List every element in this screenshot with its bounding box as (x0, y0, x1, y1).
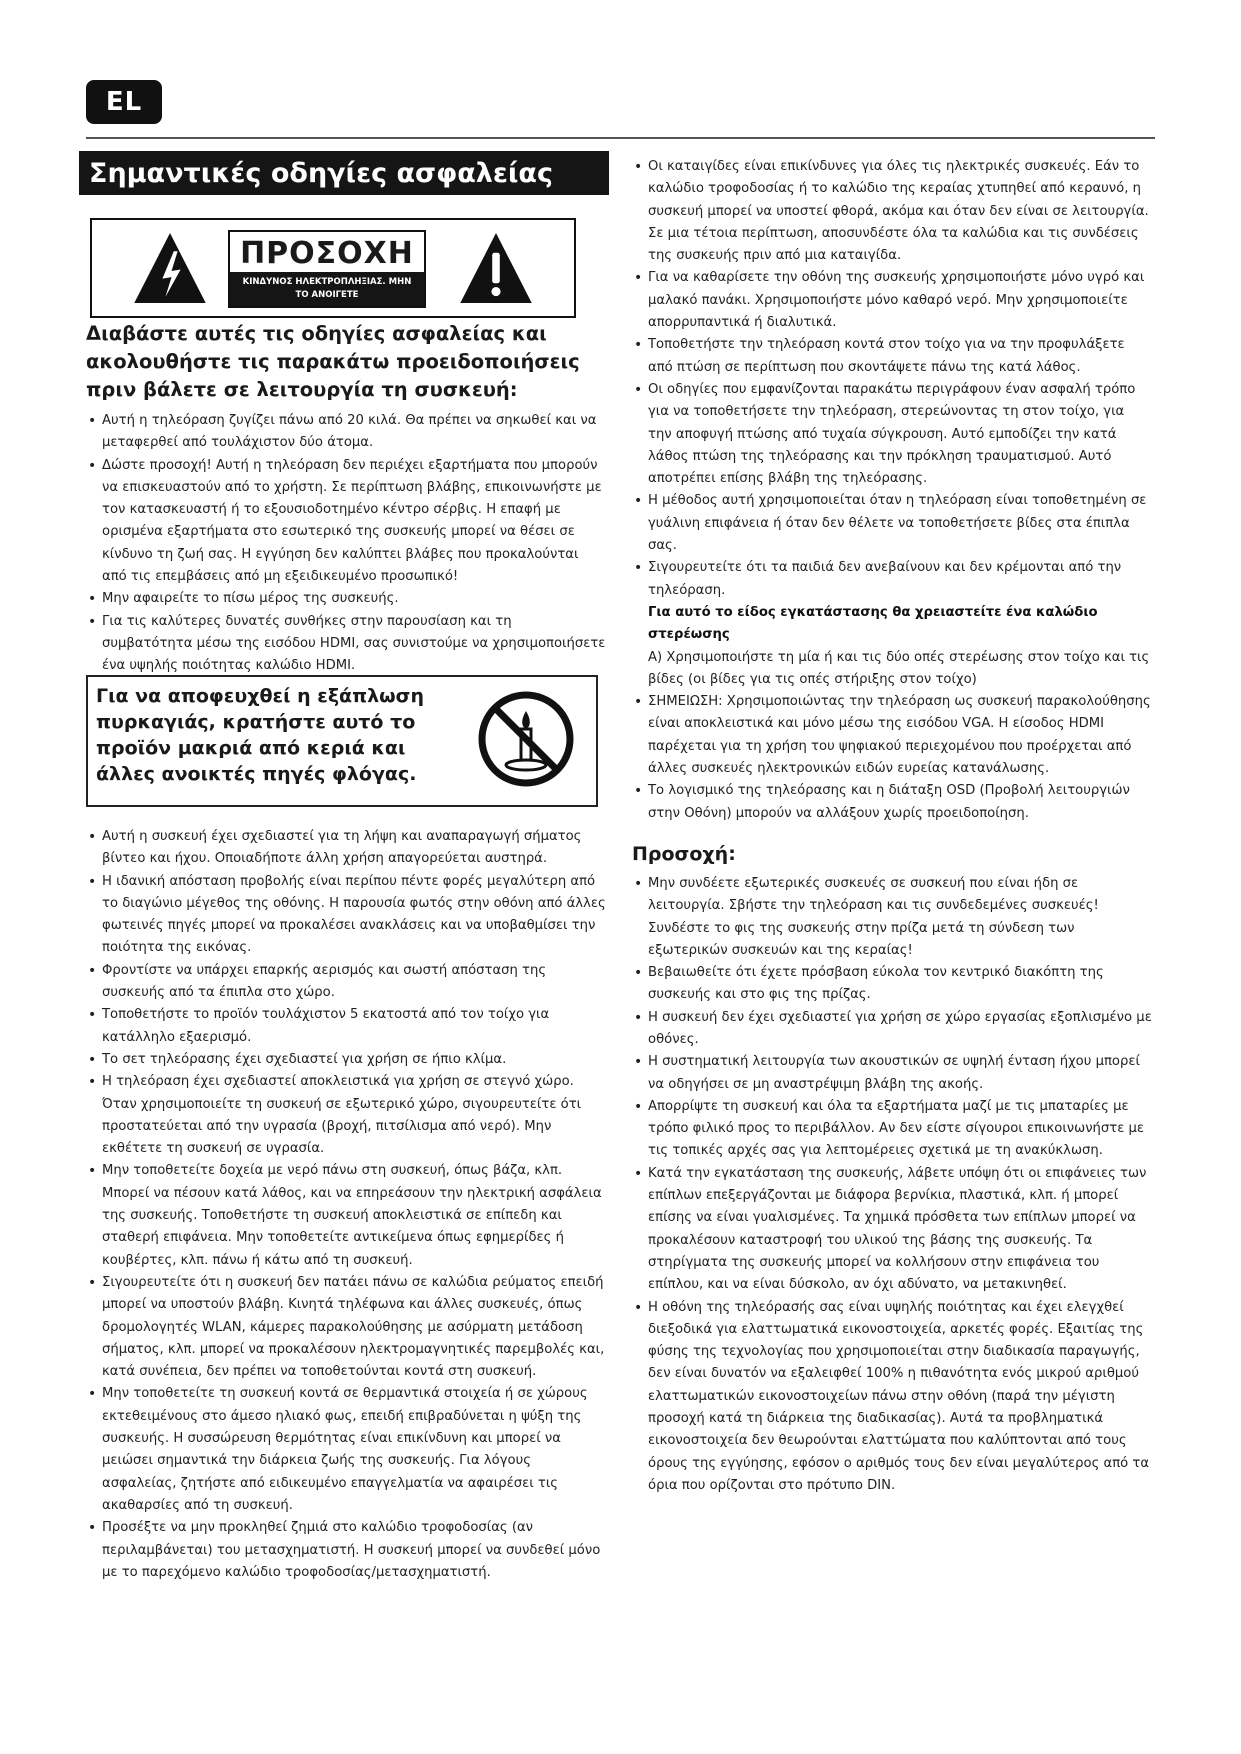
right-column (632, 156, 1152, 1497)
list-item: • Οι οδηγίες που εμφανίζονται παρακάτω περιγράφουν έναν ασφαλή τρόπο για να τοποθετήσετε την τηλεόραση, στερεώνοντας τη στον τοίχο, για την αποφυγή πτώσης από τυχαία σύγκρουση. Αυτό εμποδίζει την κατά λάθος πτώση της τηλεόρασης και την πρόκληση τραυματισμού. Αυτό αποτρέπει επίσης βλάβη της τηλεόρασης. (632, 379, 1152, 490)
list-item: • Απορρίψτε τη συσκευή και όλα τα εξαρτήματα μαζί με τις μπαταρίες με τρόπο φιλικό προς το περιβάλλον. Αν δεν είστε σίγουροι επικοινωνήστε με τις τοπικές αρχές σας για λεπτομέρειες σχετικά με τη ανακύκλωση. (632, 1096, 1152, 1163)
language-tab: EL (86, 80, 162, 124)
top-rule (86, 137, 1155, 139)
list-item: • Μην αφαιρείτε το πίσω μέρος της συσκευής. (86, 588, 606, 610)
list-item: • Η συσκευή δεν έχει σχεδιαστεί για χρήση σε χώρο εργασίας εξοπλισμένο με οθόνες. (632, 1007, 1152, 1052)
list-item: • Προσέξτε να μην προκληθεί ζημιά στο καλώδιο τροφοδοσίας (αν περιλαμβάνεται) του μετασχηματιστή. Η συσκευή μπορεί να συνδεθεί μόνο με το παρεχόμενο καλώδιο τροφοδοσίας/μετασχηματιστή. (86, 1517, 606, 1584)
list-item: • Σιγουρευτείτε ότι η συσκευή δεν πατάει πάνω σε καλώδια ρεύματος επειδή μπορεί να υποστούν βλάβη. Κινητά τηλέφωνα και άλλες συσκευές, όπως δρομολογητές WLAN, κάμερες παρακολούθησης με ασύρματη μετάδοση σήματος, κλπ. μπορεί να προκαλέσουν ηλεκτρομαγνητικές παρεμβολές και, κατά συνέπεια, δεν πρέπει να τοποθετούνται κοντά στη συσκευή. (86, 1272, 606, 1383)
fire-warning-box (86, 675, 598, 807)
list-item: • Μην τοποθετείτε δοχεία με νερό πάνω στη συσκευή, όπως βάζα, κλπ. Μπορεί να πέσουν κατά λάθος, και να επηρεάσουν την ηλεκτρική ασφάλεια της συσκευής. Τοποθετήστε τη συσκευή αποκλειστικά σε επίπεδη και σταθερή επιφάνεια. Μην τοποθετείτε αντικείμενα όπως εφημερίδες ή κουβέρτες, κλπ. πάνω ή κάτω από τη συσκευή. (86, 1160, 606, 1271)
list-item: • Αυτή η τηλεόραση ζυγίζει πάνω από 20 κιλά. Θα πρέπει να σηκωθεί και να μεταφερθεί από τουλάχιστον δύο άτομα. (86, 410, 606, 455)
list-item: • Για τις καλύτερες δυνατές συνθήκες στην παρουσίαση και τη συμβατότητα μέσω της εισόδου HDMI, σας συνιστούμε να χρησιμοποιήσετε ένα υψηλής ποιότητας καλώδιο HDMI. (86, 611, 606, 678)
list-item: • Το σετ τηλεόρασης έχει σχεδιαστεί για χρήση σε ήπιο κλίμα. (86, 1049, 606, 1071)
list-item: • Βεβαιωθείτε ότι έχετε πρόσβαση εύκολα τον κεντρικό διακόπτη της συσκευής και στο φις της πρίζας. (632, 962, 1152, 1007)
mounting-subheading: Για αυτό το είδος εγκατάστασης θα χρειαστείτε ένα καλώδιο στερέωσης (648, 604, 1098, 643)
list-item: • ΣΗΜΕΙΩΣΗ: Χρησιμοποιώντας την τηλεόραση ως συσκευή παρακολούθησης είναι αποκλειστικά και μόνο μέσω της εισόδου VGA. Η είσοδος HDMI παρέχεται για τη χρήση του ψηφιακού περιεχομένου που προέρχεται από άλλες συσκευές ηλεκτρονικών ειδών ευρείας κατανάλωσης. (632, 691, 1152, 780)
list-item: • Το λογισμικό της τηλεόρασης και η διάταξη OSD (Προβολή λειτουργιών στην Οθόνη) μπορούν να αλλάξουν χωρίς προειδοποίηση. (632, 780, 1152, 825)
list-item: • Σιγουρευτείτε ότι τα παιδιά δεν ανεβαίνουν και δεν κρέμονται από την τηλεόραση. (632, 557, 1152, 602)
no-open-flame-icon (476, 689, 576, 789)
fire-warning-text: Για να αποφευχθεί η εξάπλωση πυρκαγιάς, κρατήστε αυτό το προϊόν μακριά από κεριά και άλλες ανοικτές πηγές φλόγας. (96, 685, 424, 785)
intro-heading: Διαβάστε αυτές τις οδηγίες ασφαλείας και ακολουθήστε τις παρακάτω προειδοποιήσεις πριν βάλετε σε λειτουργία τη συσκευή: (86, 322, 580, 401)
list-item: • Δώστε προσοχή! Αυτή η τηλεόραση δεν περιέχει εξαρτήματα που μπορούν να επισκευαστούν από το χρήστη. Σε περίπτωση βλάβης, επικοινωνήστε με τον κατασκευαστή ή το εξουσιοδοτημένο κέντρο σέρβις. Η επαφή με ορισμένα εξαρτήματα στο εσωτερικό της συσκευής μπορεί να θέσει σε κίνδυνο τη ζωή σας. Η εγγύηση δεν καλύπτει βλάβες που προκαλούνται από τις επεμβάσεις από μη εξειδικευμένο προσωπικό! (86, 455, 606, 589)
list-item: • Τοποθετήστε το προϊόν τουλάχιστον 5 εκατοστά από τον τοίχο για κατάλληλο εξαερισμό. (86, 1004, 606, 1049)
caution-heading: Προσοχή: (632, 842, 736, 865)
list-item: • Αυτή η συσκευή έχει σχεδιαστεί για τη λήψη και αναπαραγωγή σήματος βίντεο και ήχου. Οποιαδήποτε άλλη χρήση απαγορεύεται αυστηρά. (86, 826, 606, 871)
caution-warning-box (90, 218, 576, 318)
list-item: • Η ιδανική απόσταση προβολής είναι περίπου πέντε φορές μεγαλύτερη από το διαγώνιο μέγεθος της οθόνης. Η παρουσία φωτός στην οθόνη από άλλες φωτεινές πηγές μπορεί να προκαλέσει ανακλάσεις και να υποβαθμίσει την ποιότητα της εικόνας. (86, 871, 606, 960)
mounting-instruction: Α) Χρησιμοποιήστε τη μία ή και τις δύο οπές στερέωσης στον τοίχο και τις βίδες (οι βίδες για τις οπές στήριξης στον τοίχο) (648, 649, 1150, 687)
electric-shock-warning-icon (132, 230, 208, 306)
list-item: • Μην συνδέετε εξωτερικές συσκευές σε συσκευή που είναι ήδη σε λειτουργία. Σβήστε την τηλεόραση και τις συνδεδεμένες συσκευές! Συνδέστε το φις της συσκευής στην πρίζα μετά τη σύνδεση των εξωτερικών συσκευών και της κεραίας! (632, 873, 1152, 962)
caution-subtitle: ΚΙΝΔΥΝΟΣ ΗΛΕΚΤΡΟΠΛΗΞΙΑΣ. ΜΗΝ ΤΟ ΑΝΟΙΓΕΤΕ (230, 272, 424, 306)
caution-label (228, 230, 426, 308)
left-column-bottom (86, 826, 606, 1584)
left-column-top (86, 410, 606, 678)
list-item: • Η οθόνη της τηλεόρασής σας είναι υψηλής ποιότητας και έχει ελεγχθεί διεξοδικά για ελαττωματικά εικονοστοιχεία, αρκετές φορές. Εξαιτίας της φύσης της τεχνολογίας που χρησιμοποιείται στην διαδικασία παραγωγής, δεν είναι δυνατόν να εξαλειφθεί 100% η πιθανότητα ενός μικρού αριθμού ελαττωματικών εικονοστοιχείων πάνω στην οθόνη (παρά την μέγιστη προσοχή κατά τη διάρκεια της διαδικασίας). Αυτά τα προβληματικά εικονοστοιχεία δεν θεωρούνται ελαττώματα που καλύπτονται από τους όρους της εγγύησης, εφόσον ο αριθμός τους δεν είναι μεγαλύτερος από τα όρια που ορίζονται στο πρότυπο DIN. (632, 1297, 1152, 1498)
list-item: • Για να καθαρίσετε την οθόνη της συσκευής χρησιμοποιήστε μόνο υγρό και μαλακό πανάκι. Χρησιμοποιήστε μόνο καθαρό νερό. Μην χρησιμοποιείτε απορρυπαντικά ή διαλυτικά. (632, 267, 1152, 334)
caution-title: ΠΡΟΣΟΧΗ (240, 235, 414, 271)
list-item: • Φροντίστε να υπάρχει επαρκής αερισμός και σωστή απόσταση της συσκευής από τα έπιπλα στο χώρο. (86, 960, 606, 1005)
list-item: • Οι καταιγίδες είναι επικίνδυνες για όλες τις ηλεκτρικές συσκευές. Εάν το καλώδιο τροφοδοσίας ή το καλώδιο της κεραίας χτυπηθεί από κεραυνό, η συσκευή μπορεί να υποστεί φθορά, ακόμα και όταν δεν είναι σε λειτουργία. Σε μια τέτοια περίπτωση, αποσυνδέστε όλα τα καλώδια και τις συνδέσεις της συσκευής πριν από μια καταιγίδα. (632, 156, 1152, 267)
exclamation-warning-icon (458, 230, 534, 306)
list-item: • Η μέθοδος αυτή χρησιμοποιείται όταν η τηλεόραση είναι τοποθετημένη σε γυάλινη επιφάνεια ή όταν δεν θέλετε να τοποθετήσετε βίδες στα έπιπλα σας. (632, 490, 1152, 557)
list-item: • Η τηλεόραση έχει σχεδιαστεί αποκλειστικά για χρήση σε στεγνό χώρο. Όταν χρησιμοποιείτε τη συσκευή σε εξωτερικό χώρο, σιγουρευτείτε ότι προστατεύεται από την υγρασία (βροχή, πιτσίλισμα από νερό). Μην εκθέτετε τη συσκευή σε υγρασία. (86, 1071, 606, 1160)
page-title: Σημαντικές οδηγίες ασφαλείας (79, 151, 609, 195)
list-item: • Τοποθετήστε την τηλεόραση κοντά στον τοίχο για να την προφυλάξετε από πτώση σε περίπτωση που σκοντάψετε πάνω της κατά λάθος. (632, 334, 1152, 379)
list-item: • Μην τοποθετείτε τη συσκευή κοντά σε θερμαντικά στοιχεία ή σε χώρους εκτεθειμένους στο άμεσο ηλιακό φως, επειδή επιβραδύνεται η ψύξη της συσκευής. Η συσσώρευση θερμότητας είναι επικίνδυνη και μπορεί να μειώσει σημαντικά την διάρκεια ζωής της συσκευής. Για λόγους ασφαλείας, ζητήστε από ειδικευμένο επαγγελματία να αφαιρέσει τις ακαθαρσίες από τη συσκευή. (86, 1383, 606, 1517)
list-item: • Κατά την εγκατάσταση της συσκευής, λάβετε υπόψη ότι οι επιφάνειες των επίπλων επεξεργάζονται με διάφορα βερνίκια, πλαστικά, κλπ. ή μπορεί επίσης να είναι γυαλισμένες. Τα χημικά πρόσθετα των επίπλων μπορεί να προκαλέσουν καταστροφή του υλικού της βάσης της συσκευής. Τα στηρίγματα της συσκευής μπορεί να κολλήσουν στην επιφάνεια του επίπλου, και να είναι δύσκολο, αν όχι αδύνατο, να μετακινηθεί. (632, 1163, 1152, 1297)
list-item: • Η συστηματική λειτουργία των ακουστικών σε υψηλή ένταση ήχου μπορεί να οδηγήσει σε μη αναστρέψιμη βλάβη της ακοής. (632, 1051, 1152, 1096)
